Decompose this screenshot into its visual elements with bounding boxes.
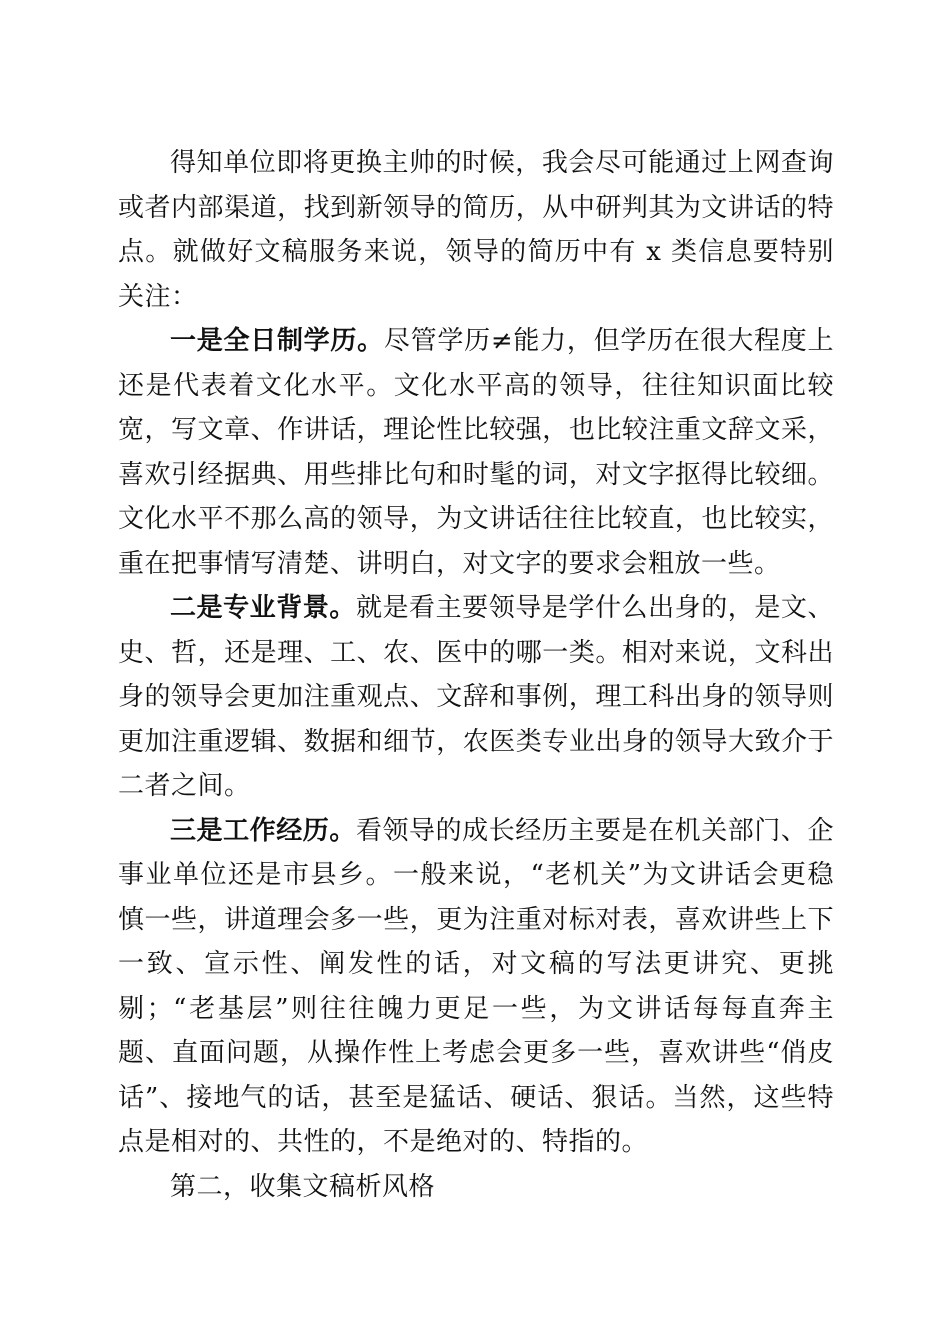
paragraph-text: 得知单位即将更换主帅的时候，我会尽可能通过上网查询或者内部渠道，找到新领导的简历，从中研判其为文讲话的特点。就做好文稿服务来说，领导的简历中有 x 类信息要特别关注： [118, 148, 834, 312]
paragraph-lead: 一是全日制学历。 [170, 326, 384, 356]
paragraph-experience [118, 809, 834, 1165]
paragraph-text: 看领导的成长经历主要是在机关部门、企事业单位还是市县乡。一般来说，“老机关”为文讲话会更稳慎一些，讲道理会多一些，更为注重对标对表，喜欢讲些上下一致、宣示性、阐发性的话，对文稿的写法更讲究、更挑剔；“老基层”则往往魄力更足一些，为文讲话每每直奔主题、直面问题，从操作性上考虑会更多一些，喜欢讲些“俏皮话”、接地气的话，甚至是猛话、硬话、狠话。当然，这些特点是相对的、共性的，不是绝对的、特指的。 [118, 815, 834, 1157]
paragraph-intro [118, 141, 834, 319]
paragraph-text: 尽管学历≠能力，但学历在很大程度上还是代表着文化水平。文化水平高的领导，往往知识面比较宽，写文章、作讲话，理论性比较强，也比较注重文辞文采，喜欢引经据典、用些排比句和时髦的词，对文字抠得比较细。文化水平不那么高的领导，为文讲话往往比较直，也比较实，重在把事情写清楚、讲明白，对文字的要求会粗放一些。 [118, 326, 834, 579]
paragraph-lead: 三是工作经历。 [170, 815, 356, 846]
paragraph-education [118, 319, 834, 586]
paragraph-lead: 二是专业背景。 [170, 593, 356, 623]
paragraph-major [118, 586, 834, 809]
section-heading: 第二，收集文稿析风格 [170, 1171, 436, 1202]
paragraph-text: 就是看主要领导是学什么出身的，是文、史、哲，还是理、工、农、医中的哪一类。相对来说，文科出身的领导会更加注重观点、文辞和事例，理工科出身的领导则更加注重逻辑、数据和细节，农医类专业出身的领导大致介于二者之间。 [118, 593, 834, 801]
document-body [118, 141, 834, 1209]
